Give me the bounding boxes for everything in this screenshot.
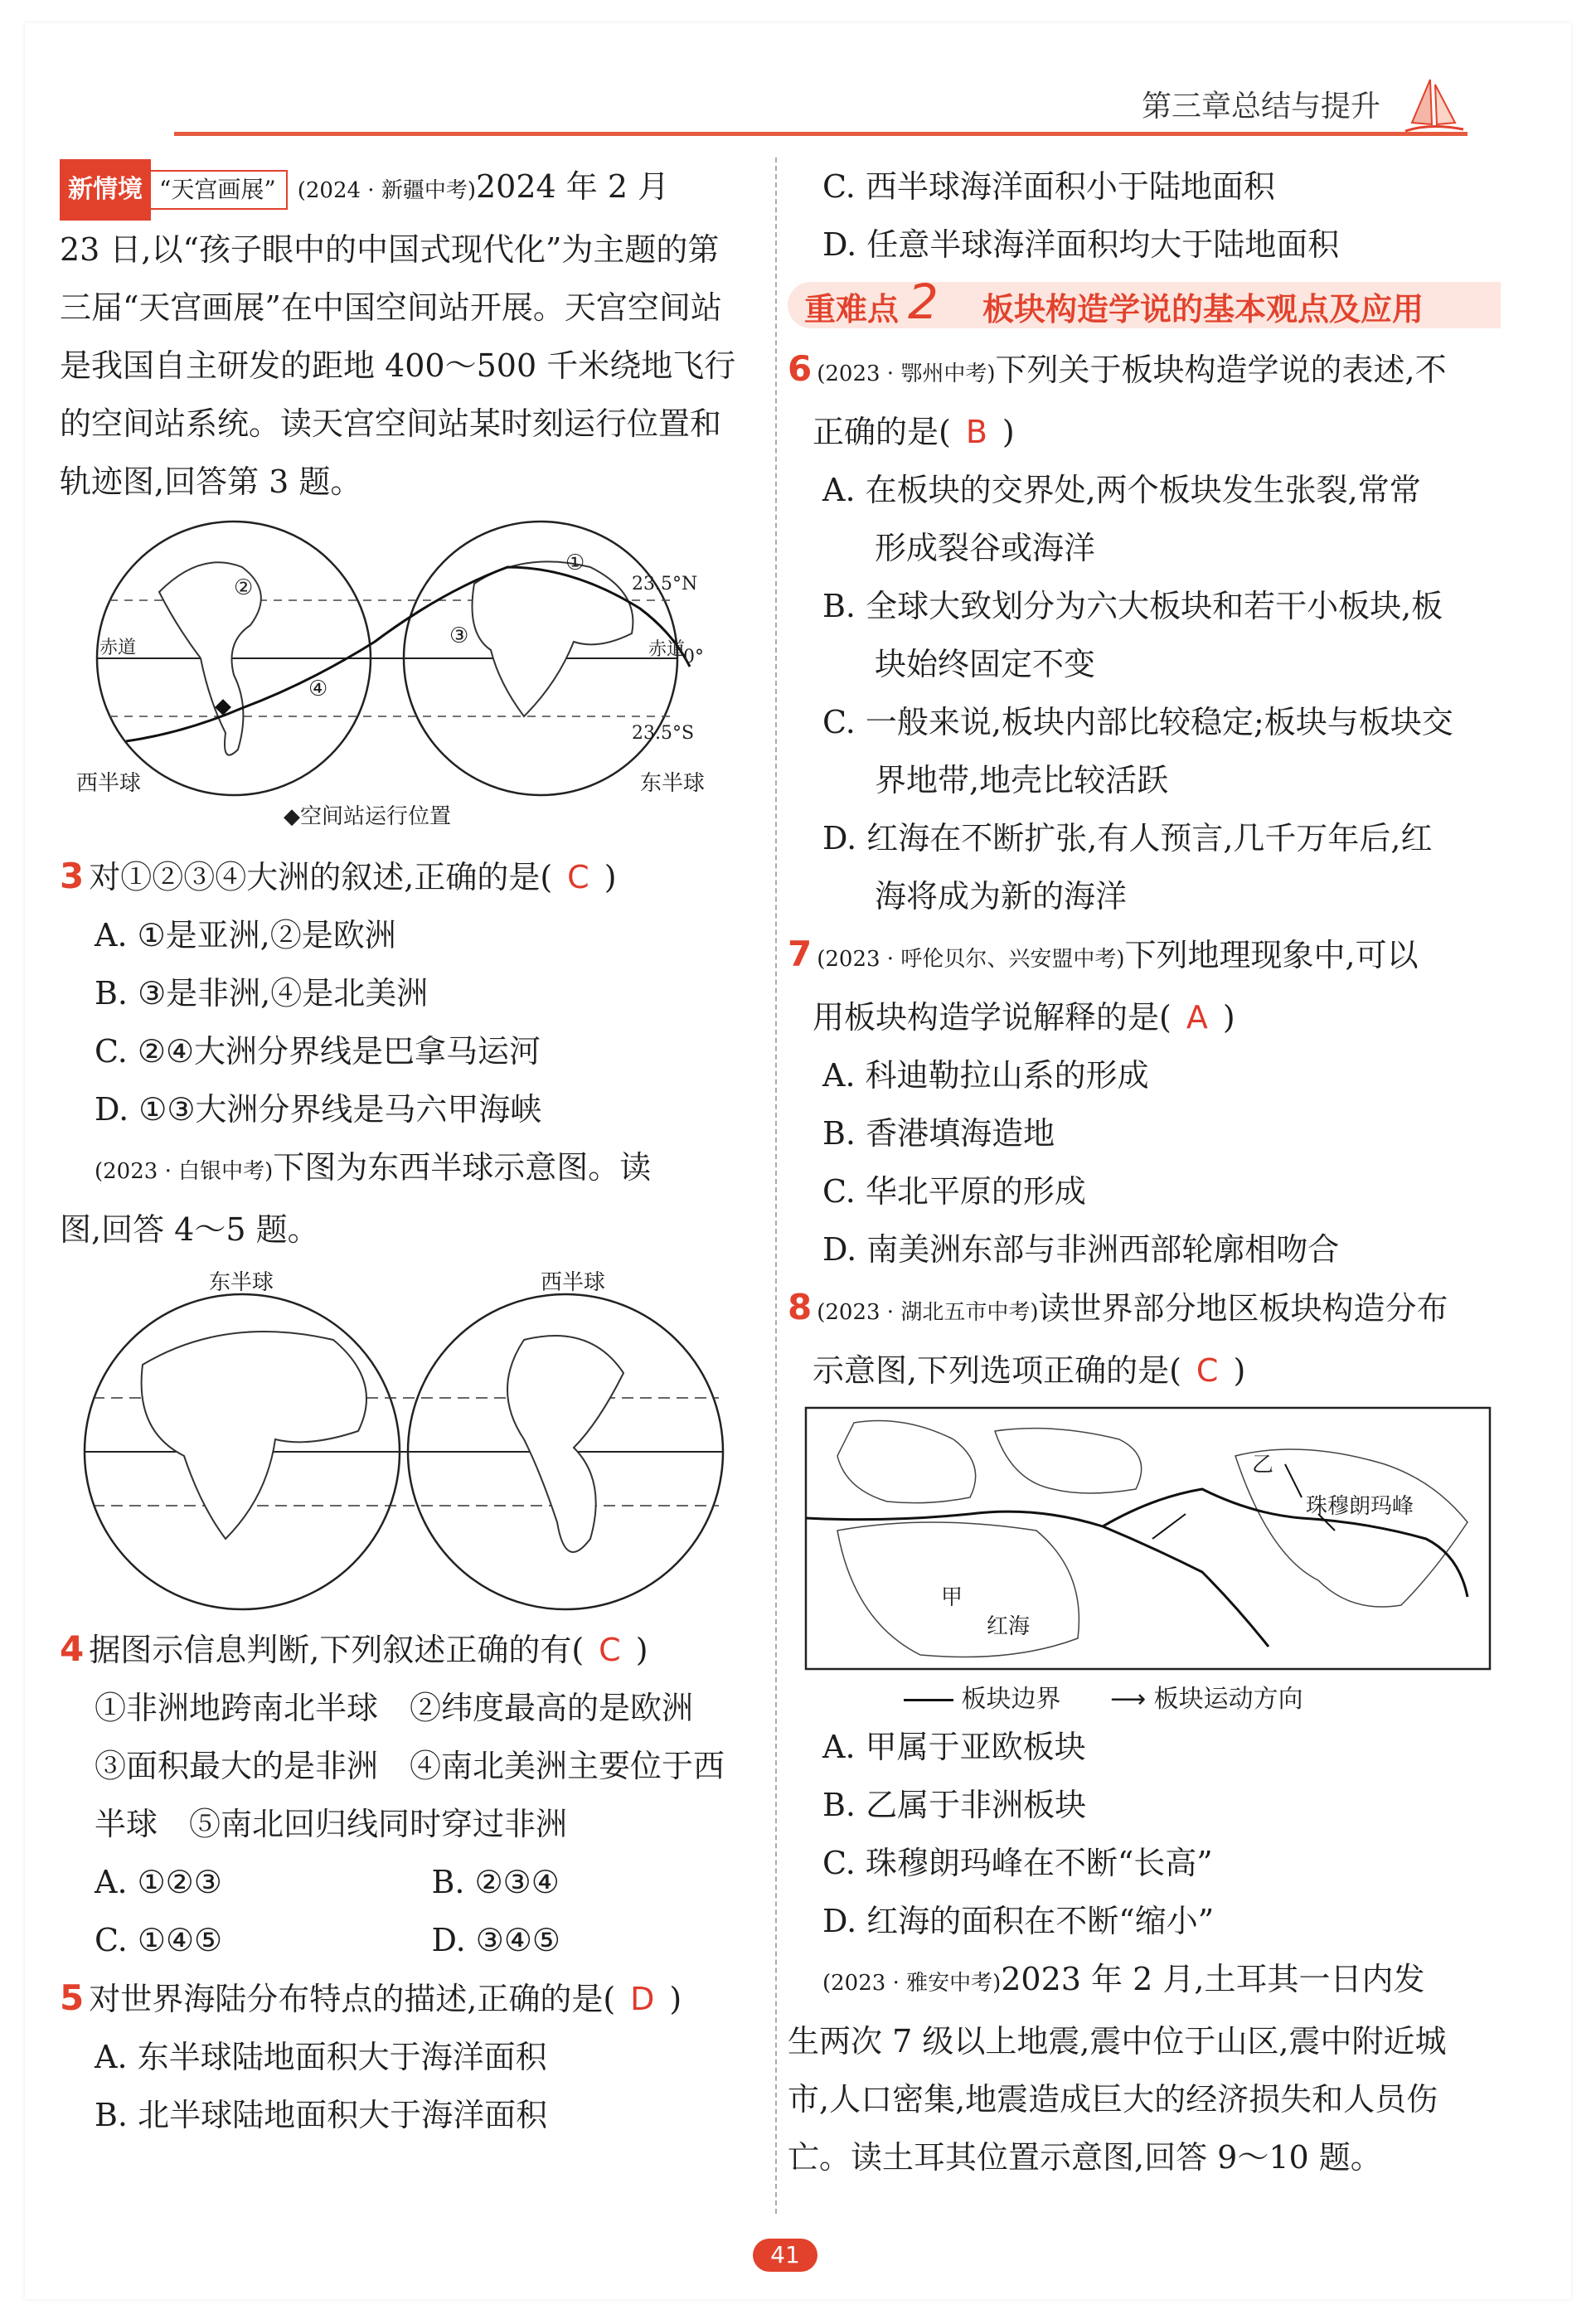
question-number: 7 [788,934,813,974]
question-stem: 正确的是( [813,414,951,450]
equator-label-west: 赤道 [99,637,137,658]
option-c: C. ①④⑤ [95,1921,223,1958]
label-yi: 乙 [1252,1453,1274,1477]
option-a: A. 在板块的交界处,两个板块发生张裂,常常 [822,472,1421,508]
option-a: A. 甲属于亚欧板块 [822,1729,1086,1765]
paren-close: ) [1233,1352,1246,1389]
column-divider [775,158,777,2214]
east-west-hemispheres-map [60,1265,773,1613]
page-number: 41 [753,2239,817,2272]
question-stem: 读世界部分地区板块构造分布 [1038,1290,1448,1327]
lat-south-label: 23.5°S [632,722,695,744]
intro-q9-10 [788,1950,1501,2186]
option-c: C. 华北平原的形成 [822,1173,1086,1210]
question-7 [788,925,1501,1278]
intro-line: 的空间站系统。读天宫空间站某时刻运行位置和 [60,405,722,442]
tag-context-name: “天宫画展” [148,170,288,210]
intro-line: 市,人口密集,地震造成巨大的经济损失和人员伤 [788,2081,1438,2118]
arrow-icon: ⟶ [1110,1685,1147,1714]
option-a: A. ①是亚洲,②是欧洲 [95,916,396,953]
statement-line: ③面积最大的是非洲 ④南北美洲主要位于西 [95,1747,725,1784]
option-b: B. 香港填海造地 [822,1115,1055,1152]
source-label: (2023 · 白银中考) [95,1158,274,1184]
sailboat-icon [1389,73,1472,139]
question-stem: 下列地理现象中,可以 [1124,937,1419,973]
option-b: B. 乙属于非洲板块 [822,1787,1087,1823]
question-5-continued [788,158,1501,274]
option-a: A. 东半球陆地面积大于海洋面积 [95,2038,547,2075]
answer-mark: D [630,1980,655,2017]
intro-line: 2024 年 2 月 [475,168,670,205]
intro-line: 三届“天宫画展”在中国空间站开展。天宫空间站 [60,289,722,326]
option-b-cont: 块始终固定不变 [875,646,1096,682]
option-c: C. 一般来说,板块内部比较稳定;板块与板块交 [822,704,1453,740]
right-column [788,158,1501,2186]
continent-mark-3: ③ [449,623,469,648]
intro-line: 生两次 7 级以上地震,震中位于山区,震中附近城 [788,2023,1447,2060]
section-label: 重难点 [804,291,900,327]
east-hemisphere-label: 东半球 [209,1269,274,1295]
east-hemisphere-label: 东半球 [640,770,706,796]
option-d: D. 南美洲东部与非洲西部轮廓相吻合 [822,1231,1340,1268]
intro-line: 下图为东西半球示意图。读 [273,1148,652,1186]
source-label: (2023 · 鄂州中考) [817,361,996,386]
option-b: B. 全球大致划分为六大板块和若干小板块,板 [822,588,1443,624]
west-hemisphere-label: 西半球 [541,1269,606,1295]
question-number: 5 [60,1977,85,2018]
paren-close: ) [1222,999,1235,1036]
answer-mark: B [965,414,987,450]
question-stem: 对①②③④大洲的叙述,正确的是( [89,858,553,895]
hemispheres-figure [60,1290,773,1613]
question-3 [60,847,769,1138]
paren-close: ) [1002,414,1015,450]
west-hemisphere-label: 西半球 [76,770,142,796]
intro-q3 [60,158,769,511]
question-number: 3 [60,855,85,896]
continent-mark-1: ① [565,550,585,575]
paren-close: ) [604,858,617,895]
statement-line: 半球 ⑤南北回归线同时穿过非洲 [95,1805,568,1842]
question-number: 6 [788,348,813,389]
source-label: (2023 · 呼伦贝尔、兴安盟中考) [817,947,1125,972]
option-b: B. 北半球陆地面积大于海洋面积 [95,2096,548,2133]
option-d: D. 红海在不断扩张,有人预言,几千万年后,红 [822,820,1433,856]
question-stem: 下列关于板块构造学说的表述,不 [995,352,1447,388]
option-b: B. ②③④ [431,1863,560,1900]
intro-q4-5 [60,1138,769,1259]
answer-mark: C [567,858,589,895]
answer-mark: C [1196,1352,1219,1389]
intro-line: 23 日,以“孩子眼中的中国式现代化”为主题的第 [60,230,720,268]
intro-line: 2023 年 2 月,土耳其一日内发 [1001,1961,1425,1997]
plate-map-figure [804,1406,1492,1671]
tag-new-context: 新情境 [60,159,151,221]
label-red-sea: 红海 [987,1614,1031,1639]
question-number: 4 [60,1628,85,1669]
question-8 [788,1278,1501,1400]
source-label: (2023 · 湖北五市中考) [817,1300,1039,1325]
option-d: D. ③④⑤ [431,1921,560,1958]
option-c: C. 珠穆朗玛峰在不断“长高” [822,1845,1213,1881]
map-legend [904,1678,1501,1715]
question-8-options [788,1718,1501,1950]
option-row [60,1853,769,1911]
question-stem: 用板块构造学说解释的是( [813,999,1172,1036]
continent-mark-4: ④ [308,676,328,701]
question-4 [60,1620,769,1969]
section-heading [788,274,1501,332]
question-5 [60,1969,769,2144]
legend-boundary: 板块边界 [961,1685,1061,1714]
question-6 [788,340,1501,925]
legend-motion: 板块运动方向 [1153,1685,1303,1714]
lat-north-label: 23.5°N [632,573,698,594]
option-c: C. 西半球海洋面积小于陆地面积 [822,168,1275,205]
option-d: D. 任意半球海洋面积均大于陆地面积 [822,226,1340,263]
option-a-cont: 形成裂谷或海洋 [875,530,1096,566]
option-d-cont: 海将成为新的海洋 [875,878,1128,915]
option-c-cont: 界地带,地壳比较活跃 [875,762,1169,798]
page-header [58,80,1472,138]
station-legend: ◆空间站运行位置 [284,803,451,829]
label-jia: 甲 [941,1585,963,1610]
question-number: 8 [788,1287,813,1327]
paren-close: ) [669,1980,682,2017]
header-rule [174,132,1467,136]
left-column [60,158,769,2144]
section-title: 板块构造学说的基本观点及应用 [982,291,1424,327]
equator-label-east: 赤道 [648,638,686,660]
space-station-map [60,517,773,841]
answer-mark: A [1186,999,1208,1036]
option-b: B. ③是非洲,④是北美洲 [95,974,429,1012]
source-label: (2023 · 雅安中考) [822,1971,1002,1996]
intro-line: 轨迹图,回答第 3 题。 [60,463,362,500]
chapter-title: 第三章总结与提升 [1141,90,1380,124]
option-a: A. ①②③ [95,1863,222,1900]
intro-line: 是我国自主研发的距地 400～500 千米绕地飞行 [60,347,736,384]
lat-zero-label: 0° [683,646,704,667]
boundary-line-icon [904,1699,953,1701]
option-d: D. ①③大洲分界线是马六甲海峡 [95,1090,542,1128]
intro-line: 亡。读土耳其位置示意图,回答 9～10 题。 [788,2139,1382,2176]
question-stem: 对世界海陆分布特点的描述,正确的是( [89,1980,616,2017]
section-number: 2 [908,274,939,330]
question-stem: 示意图,下列选项正确的是( [813,1352,1181,1389]
option-d: D. 红海的面积在不断“缩小” [822,1903,1215,1939]
option-row [60,1911,769,1969]
paren-close: ) [635,1631,648,1668]
continent-mark-2: ② [234,575,254,600]
intro-line: 图,回答 4～5 题。 [60,1211,319,1248]
option-c: C. ②④大洲分界线是巴拿马运河 [95,1032,541,1070]
option-a: A. 科迪勒拉山系的形成 [822,1057,1149,1094]
statement-line: ①非洲地跨南北半球 ②纬度最高的是欧洲 [95,1689,694,1726]
question-stem: 据图示信息判断,下列叙述正确的有( [89,1631,585,1668]
hemispheres-track-figure [60,517,773,808]
answer-mark: C [599,1631,621,1668]
label-everest: 珠穆朗玛峰 [1306,1494,1414,1519]
plate-tectonics-map [804,1406,1517,1671]
source-label: (2024 · 新疆中考) [297,178,476,203]
